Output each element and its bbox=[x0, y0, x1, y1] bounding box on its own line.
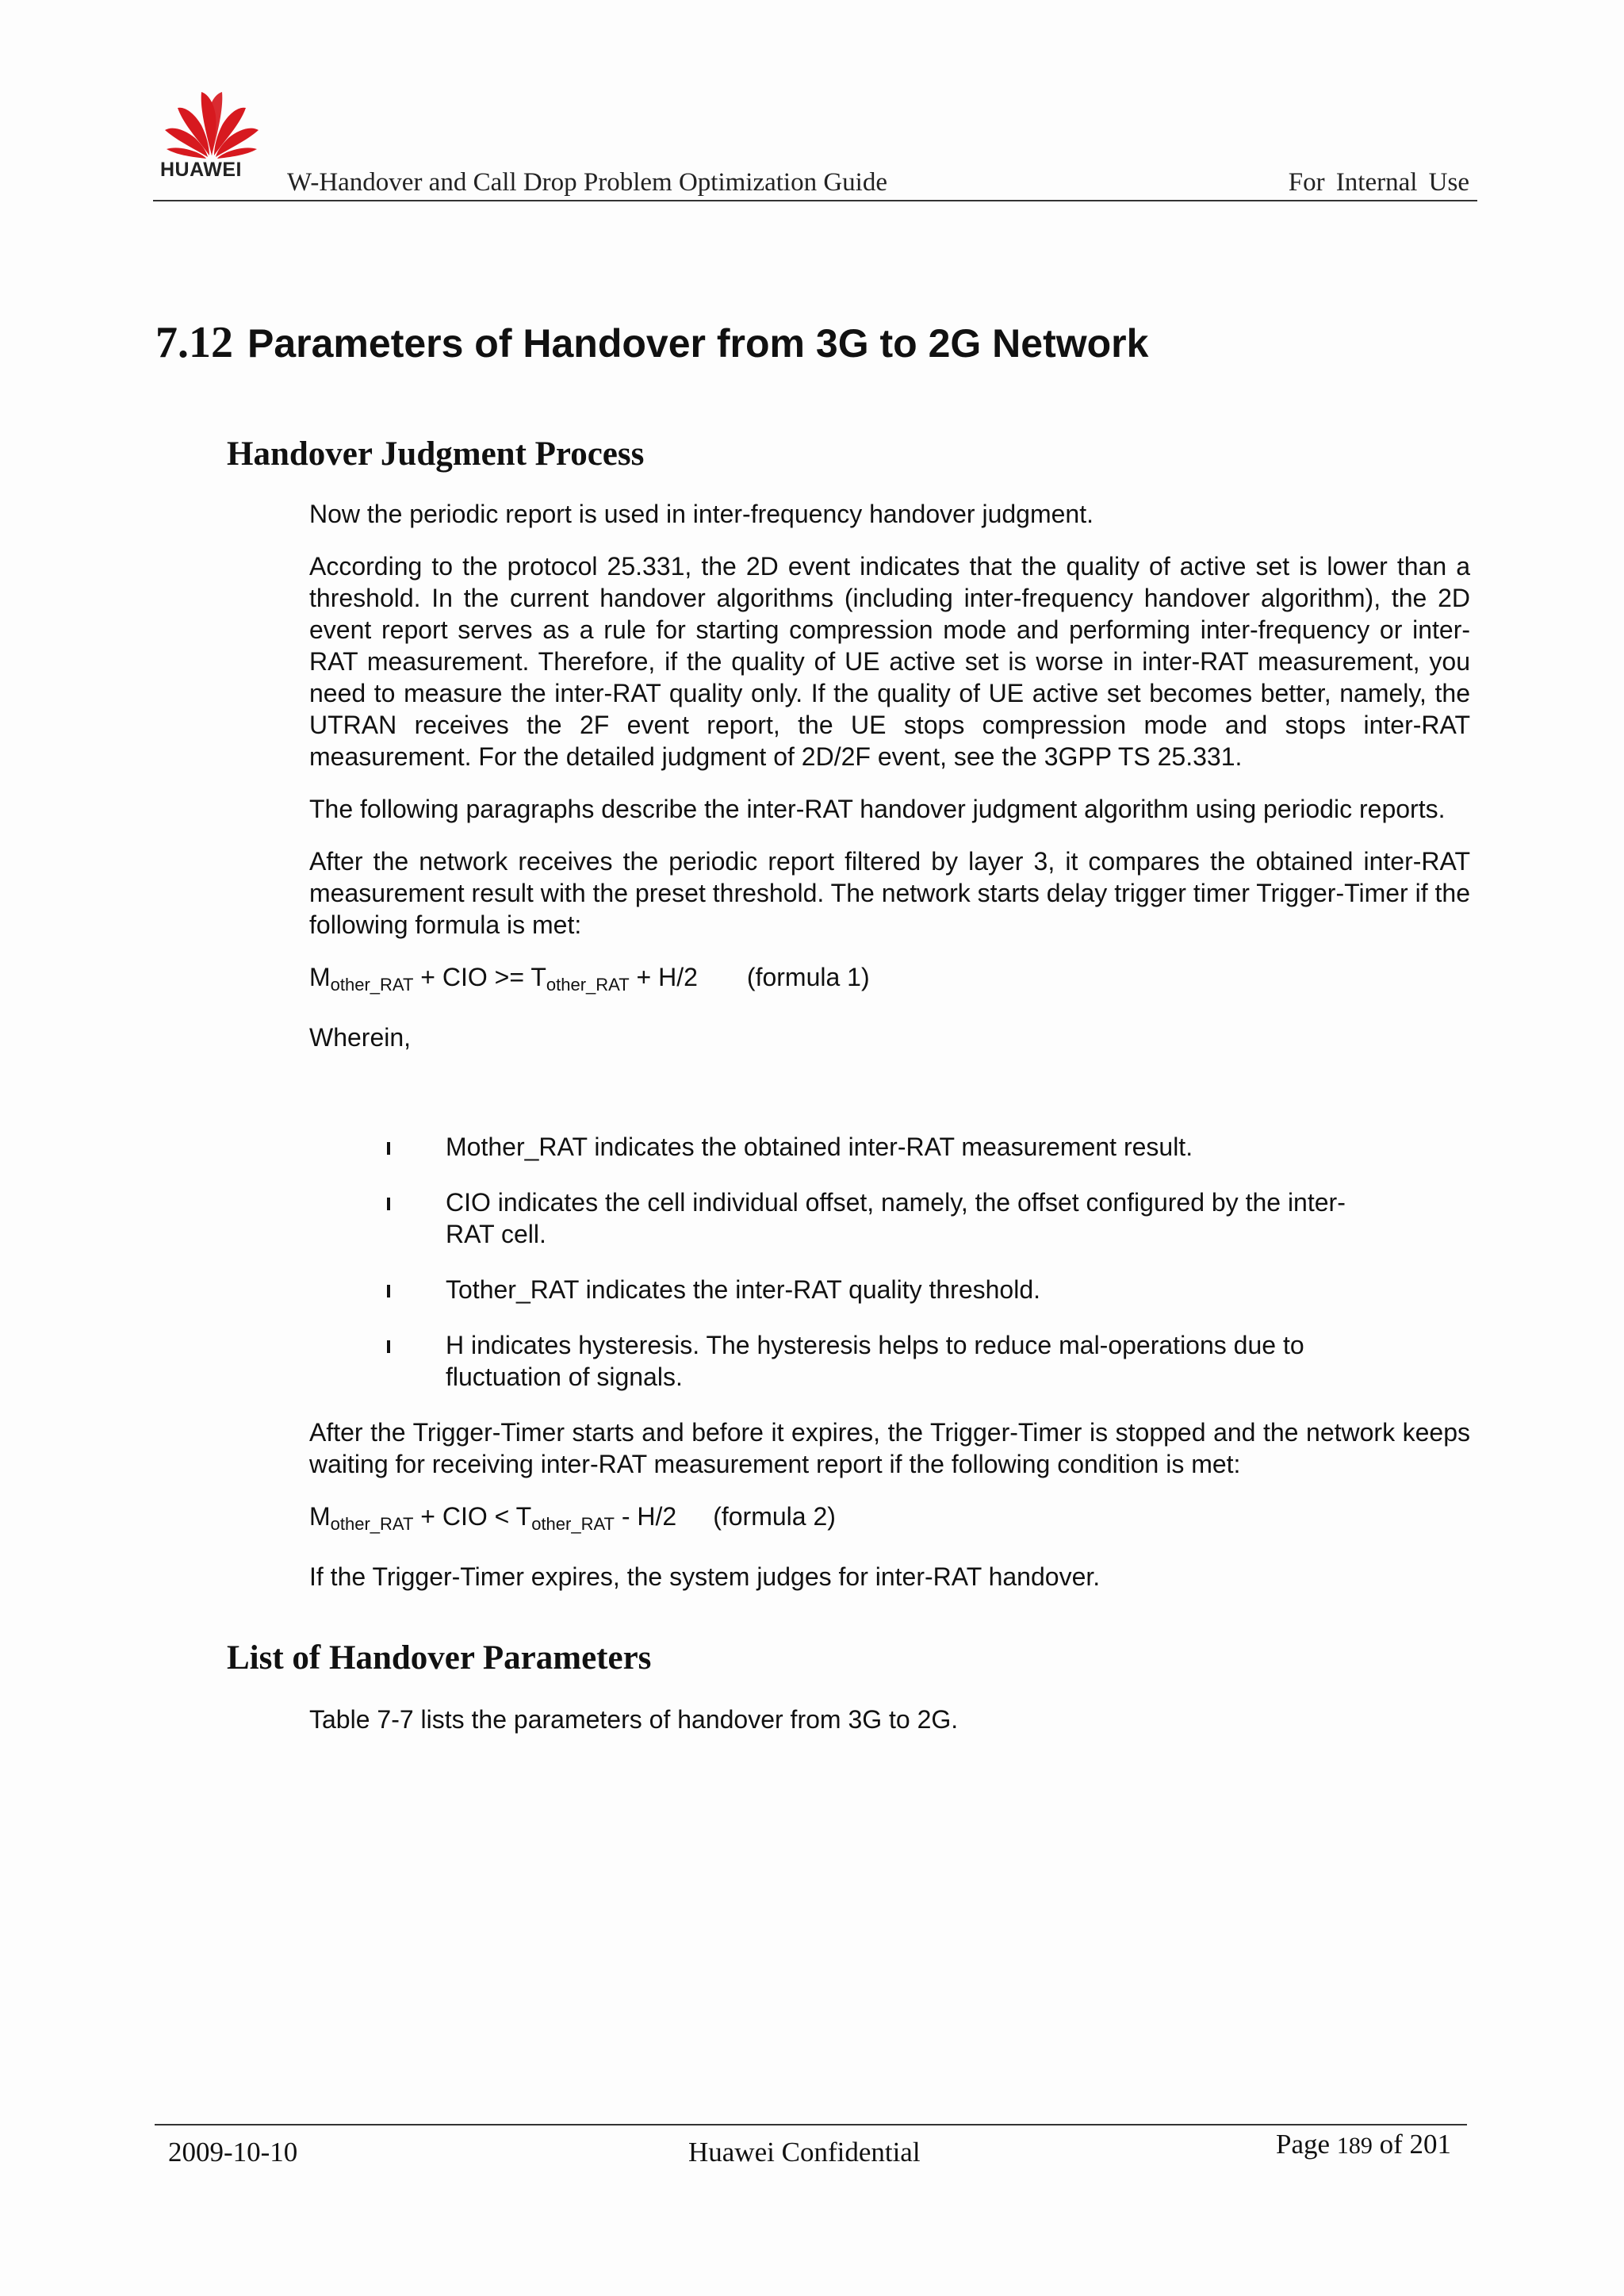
list-item: Mother_RAT indicates the obtained inter-RAT measurement result. bbox=[309, 1131, 1470, 1163]
list-item: H indicates hysteresis. The hysteresis helps to reduce mal-operations due to fluctuation of signals. bbox=[309, 1329, 1470, 1393]
formula-text: + H/2 bbox=[629, 963, 698, 991]
header-classification: For Internal Use bbox=[1288, 168, 1469, 197]
page-number: Page 189 of 201 bbox=[1276, 2129, 1451, 2160]
list-item: CIO indicates the cell individual offset, namely, the offset configured by the inter-RAT cell. bbox=[309, 1186, 1470, 1250]
parameters-body bbox=[309, 1704, 1470, 1756]
judgment-body bbox=[309, 498, 1470, 1074]
formula-label: (formula 2) bbox=[713, 1502, 836, 1531]
section-number: 7.12 bbox=[155, 318, 233, 367]
bullet-icon bbox=[387, 1285, 390, 1297]
formula-var-m: M bbox=[309, 963, 331, 991]
formula-text: + CIO >= T bbox=[413, 963, 546, 991]
bullet-icon bbox=[387, 1198, 390, 1210]
formula-subscript: other_RAT bbox=[531, 1514, 615, 1534]
formula-var-m: M bbox=[309, 1502, 331, 1531]
paragraph: After the network receives the periodic report filtered by layer 3, it compares the obtained inter-RAT measurement result with the preset threshold. The network starts delay trigger timer Trigger-Timer if the following formula is met: bbox=[309, 847, 1470, 939]
footer-confidential: Huawei Confidential bbox=[688, 2137, 921, 2168]
footer-date: 2009-10-10 bbox=[168, 2137, 298, 2168]
paragraph: Now the periodic report is used in inter-frequency handover judgment. bbox=[309, 500, 1094, 528]
subheading-judgment: Handover Judgment Process bbox=[227, 435, 645, 473]
subheading-parameters: List of Handover Parameters bbox=[227, 1639, 652, 1677]
formula-1 bbox=[309, 961, 1470, 1001]
list-item: Tother_RAT indicates the inter-RAT quality threshold. bbox=[309, 1274, 1470, 1305]
formula-subscript: other_RAT bbox=[330, 975, 414, 995]
formula-text: - H/2 bbox=[614, 1502, 677, 1531]
definition-list bbox=[309, 1131, 1470, 1416]
paragraph: Wherein, bbox=[309, 1023, 412, 1052]
footer-divider bbox=[155, 2124, 1467, 2125]
paragraph: Table 7-7 lists the parameters of handover from 3G to 2G. bbox=[309, 1705, 959, 1734]
bullet-icon bbox=[387, 1142, 390, 1155]
section-title bbox=[155, 317, 1148, 368]
formula-label: (formula 1) bbox=[746, 963, 870, 991]
formula-2 bbox=[309, 1501, 1470, 1540]
paragraph: After the Trigger-Timer starts and before it expires, the Trigger-Timer is stopped and the network keeps waiting for receiving inter-RAT measurement report if the following condition is met: bbox=[309, 1418, 1470, 1478]
formula-subscript: other_RAT bbox=[546, 975, 630, 995]
paragraph: The following paragraphs describe the inter-RAT handover judgment algorithm using periodic reports. bbox=[309, 795, 1446, 823]
section-title-text: Parameters of Handover from 3G to 2G Network bbox=[247, 321, 1149, 366]
judgment-body-2 bbox=[309, 1416, 1470, 1613]
paragraph: If the Trigger-Timer expires, the system judges for inter-RAT handover. bbox=[309, 1562, 1101, 1591]
logo-text: HUAWEI bbox=[160, 159, 242, 181]
formula-text: + CIO < T bbox=[413, 1502, 532, 1531]
header-doc-title: W-Handover and Call Drop Problem Optimization Guide bbox=[287, 168, 888, 197]
header-divider bbox=[153, 200, 1477, 201]
formula-subscript: other_RAT bbox=[330, 1514, 414, 1534]
bullet-icon bbox=[387, 1340, 390, 1353]
paragraph: According to the protocol 25.331, the 2D event indicates that the quality of active set is lower than a threshold. In the current handover algorithms (including inter-frequency handover algorithm), the 2D event report serves as a rule for starting compression mode and performing inter-frequency or inter-RAT measurement. Therefore, if the quality of UE active set is worse in inter-RAT measurement, you need to measure the inter-RAT quality only. If the quality of UE active set becomes better, namely, the UTRAN receives the 2F event report, the UE stops compression mode and stops inter-RAT measurement. For the detailed judgment of 2D/2F event, see the 3GPP TS 25.331. bbox=[309, 552, 1470, 771]
